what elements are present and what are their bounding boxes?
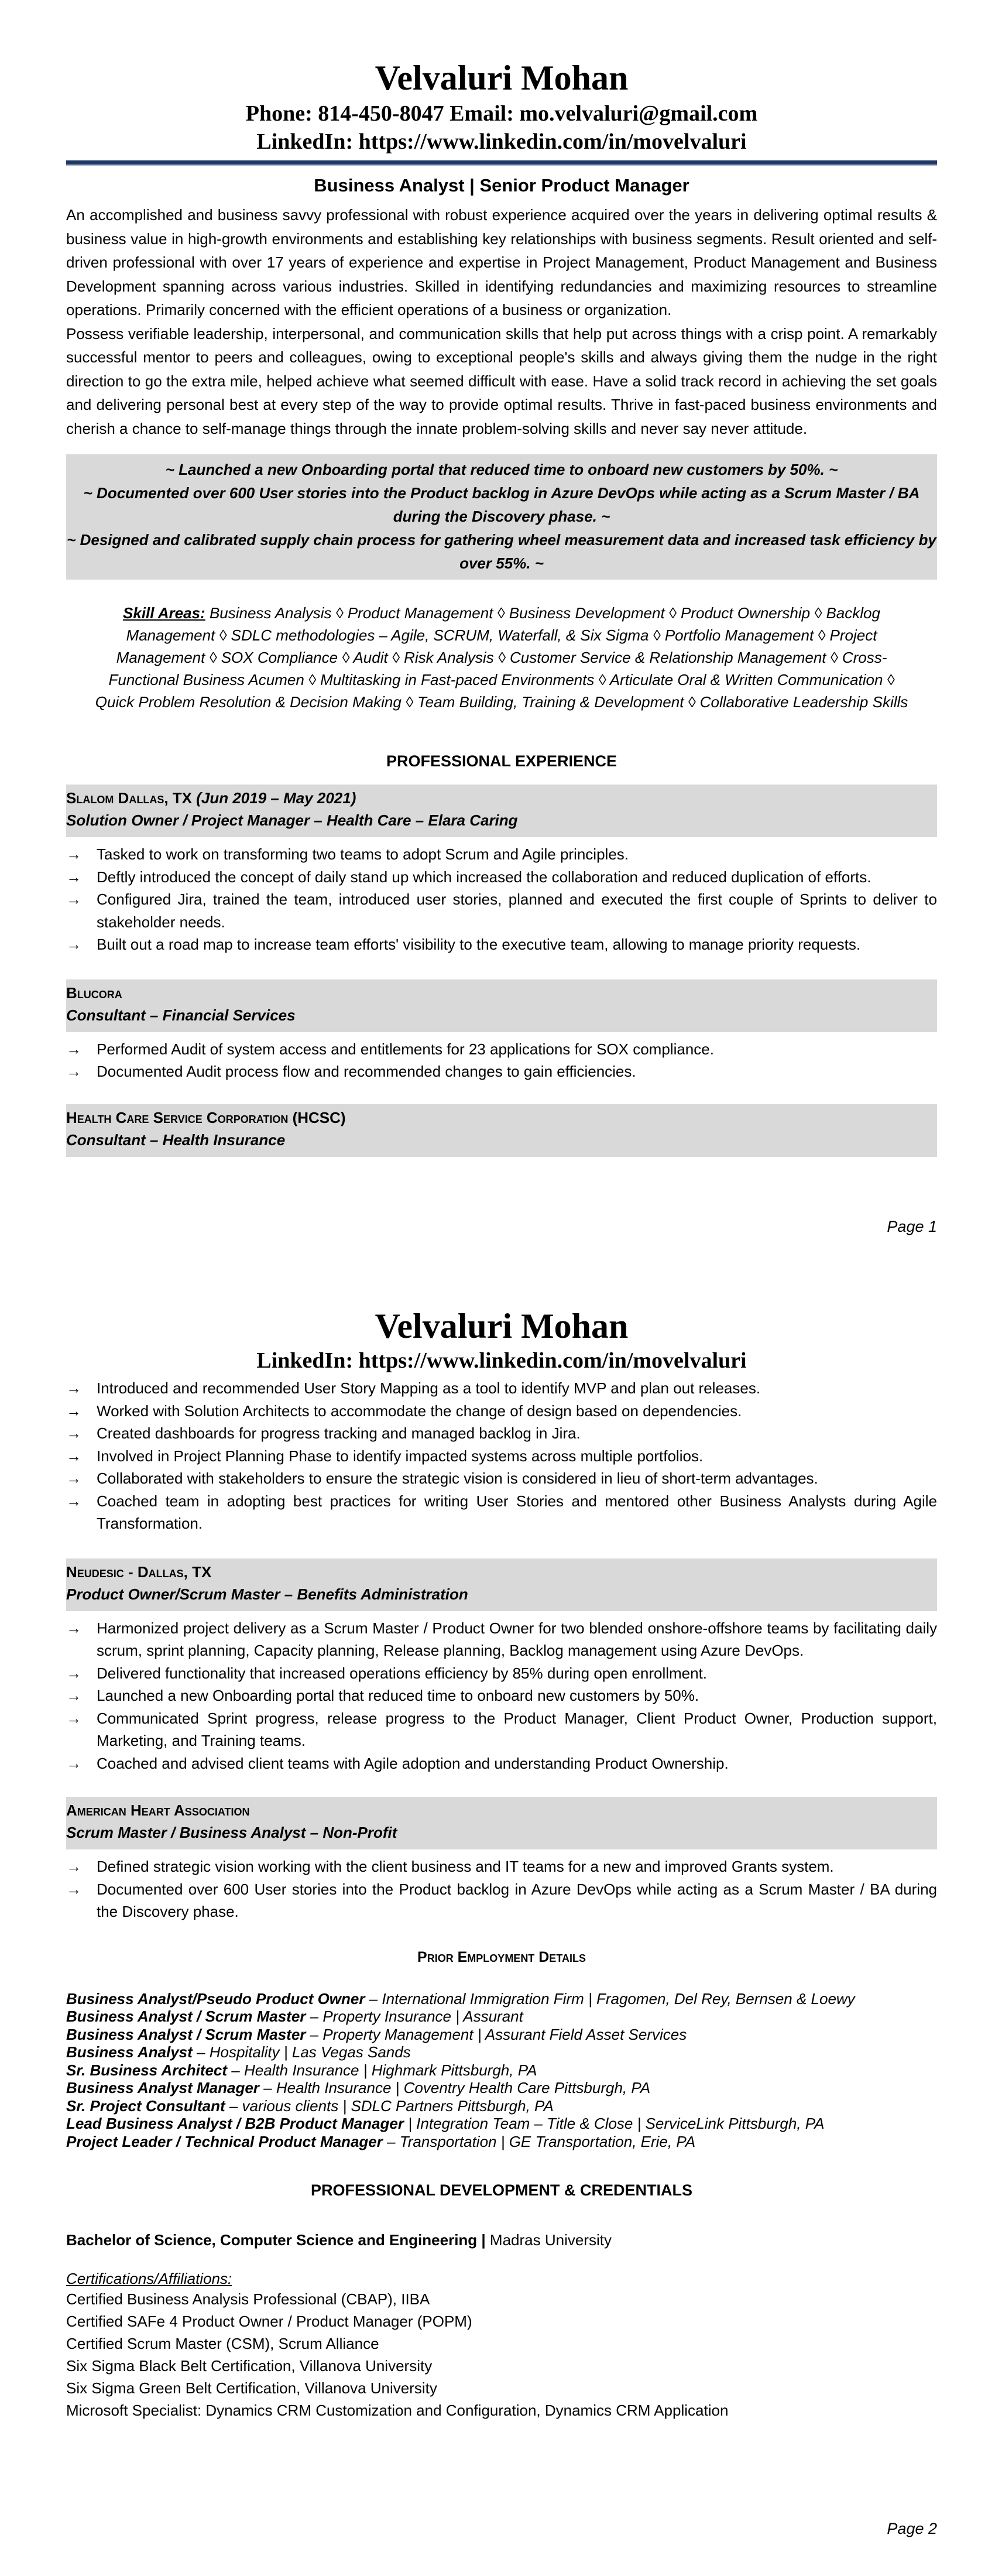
skill-item: Risk Analysis [404, 649, 494, 666]
skill-areas [90, 602, 914, 713]
skill-separator: ◊ [818, 626, 826, 644]
bullet-item [66, 1400, 937, 1423]
skill-separator: ◊ [308, 671, 316, 688]
bullet-text: Introduced and recommended User Story Mapping as a tool to identify MVP and plan out releases. [97, 1379, 761, 1397]
job-bullets [66, 1377, 937, 1535]
bullet-item [66, 1060, 937, 1083]
job-role: Solution Owner / Project Manager – Health Care – Elara Caring [66, 811, 518, 829]
bullet-item [66, 933, 937, 956]
skill-separator: ◊ [653, 626, 661, 644]
bullet-item [66, 888, 937, 933]
linkedin-line: LinkedIn: https://www.linkedin.com/in/movelvaluri [256, 129, 747, 154]
job-role: Consultant – Health Insurance [66, 1131, 286, 1149]
prior-role: Business Analyst / Scrum Master [66, 2025, 306, 2043]
job-bullets [66, 1855, 937, 1923]
arrow-bullet-icon: → [66, 1754, 81, 1772]
bullet-item [66, 1878, 937, 1923]
prior-detail: Hospitality | Las Vegas Sands [209, 2043, 411, 2061]
bullet-text: Built out a road map to increase team efforts' visibility to the executive team, allowing to manage priority requests. [97, 936, 861, 953]
prior-separator: – [306, 2025, 323, 2043]
bullet-text: Deftly introduced the concept of daily stand up which increased the collaboration and reduced duplication of efforts. [97, 868, 872, 886]
bullet-text: Created dashboards for progress tracking and managed backlog in Jira. [97, 1424, 581, 1442]
bullet-item [66, 1490, 937, 1535]
certification-item: Certified SAFe 4 Product Owner / Product Manager (POPM) [66, 2313, 472, 2330]
prior-employment-item [66, 2079, 937, 2097]
skill-item: Product Ownership [681, 604, 811, 622]
prior-employment-heading: Prior Employment Details [417, 1948, 586, 1965]
prior-separator: – [227, 2061, 244, 2079]
skill-separator: ◊ [668, 604, 677, 622]
job-company: Slalom Dallas, TX [66, 789, 192, 807]
prior-employment-item [66, 2026, 937, 2044]
job-header [66, 1558, 937, 1611]
job-bullets [66, 843, 937, 956]
skill-separator: ◊ [830, 649, 838, 666]
skill-item: Collaborative Leadership Skills [699, 693, 908, 711]
job-header [66, 785, 937, 837]
arrow-bullet-icon: → [66, 868, 81, 886]
skill-separator: ◊ [406, 693, 413, 711]
school: Madras University [485, 2231, 612, 2249]
contact-line: Phone: 814-450-8047 Email: mo.velvaluri@gmail.com [245, 101, 758, 126]
skill-item: Business Analysis [209, 604, 332, 622]
prior-separator: – [306, 2008, 323, 2025]
arrow-bullet-icon: → [66, 1469, 81, 1487]
prior-separator: – [365, 1989, 382, 2008]
job-bullets [66, 1617, 937, 1775]
bullet-text: Documented over 600 User stories into the Product backlog in Azure DevOps while acting as a Scrum Master / BA during the Discovery phase. [97, 1880, 937, 1920]
skill-item: Backlog Management [126, 604, 880, 644]
job-header [66, 1797, 937, 1849]
arrow-bullet-icon: → [66, 936, 81, 953]
bullet-item [66, 1467, 937, 1490]
prior-separator: – [259, 2079, 276, 2097]
bullet-item [66, 1445, 937, 1468]
arrow-bullet-icon: → [66, 1880, 81, 1898]
prior-detail: Property Management | Assurant Field Asset Services [322, 2025, 687, 2043]
skill-item: Multitasking in Fast-paced Environments [320, 671, 595, 688]
bullet-item [66, 1707, 937, 1752]
certification-item: Microsoft Specialist: Dynamics CRM Customization and Configuration, Dynamics CRM Application [66, 2402, 729, 2419]
summary-paragraph: An accomplished and business savvy professional with robust experience acquired over the years in delivering optimal results & business value in high-growth environments and establishing key relationships with business segments. Result oriented and self-driven professional with over 17 years of experience and expertise in Project Management, Product Management and Business Development spanning across various industries. Skilled in identifying redundancies and maximizing resources to streamline operations. Primarily concerned with the efficient operations of a business or organization. [66, 206, 937, 318]
job-header [66, 1104, 937, 1157]
prior-detail: International Immigration Firm | Fragomen, Del Rey, Bernsen & Loewy [382, 1989, 855, 2008]
professional-title: Business Analyst | Senior Product Manager [314, 175, 689, 196]
prior-detail: Transportation | GE Transportation, Erie, PA [399, 2132, 696, 2150]
arrow-bullet-icon: → [66, 1709, 81, 1727]
certification-item: Six Sigma Black Belt Certification, Villanova University [66, 2357, 433, 2375]
prior-detail: Health Insurance | Highmark Pittsburgh, PA [243, 2061, 537, 2079]
bullet-item [66, 1377, 937, 1400]
education-line [66, 2229, 937, 2251]
skill-item: Audit [353, 649, 388, 666]
bullet-item [66, 1422, 937, 1445]
skill-separator: ◊ [497, 604, 505, 622]
prior-detail: Property Insurance | Assurant [322, 2008, 523, 2025]
skill-separator: ◊ [335, 604, 344, 622]
prior-employment-list [66, 1990, 937, 2151]
summary-paragraph: Possess verifiable leadership, interpersonal, and communication skills that help put across things with a crisp point. A remarkably successful mentor to peers and colleagues, owing to exceptional people's skills and always giving them the nudge in the right direction to go the extra mile, helped achieve what seemed difficult with ease. Have a solid track record in achieving the set goals and delivering personal best at every step of the way to provide optimal results. Thrive in fast-paced business environments and cherish a chance to self-manage things through the innate problem-solving skills and never say never attitude. [66, 324, 937, 437]
skill-item: Articulate Oral & Written Communication [609, 671, 883, 688]
job-company-line [66, 1799, 937, 1821]
prior-employment-item [66, 2115, 937, 2133]
job-company: American Heart Association [66, 1801, 250, 1819]
arrow-bullet-icon: → [66, 1492, 81, 1510]
job-role: Consultant – Financial Services [66, 1006, 296, 1024]
prior-detail: Health Insurance | Coventry Health Care Pittsburgh, PA [276, 2079, 651, 2097]
bullet-text: Harmonized project delivery as a Scrum Master / Product Owner for two blended onshore-offshore teams by facilitating daily scrum, sprint planning, Capacity planning, Release planning, Backlog management using Azure DevOps. [97, 1619, 937, 1659]
candidate-name: Velvaluri Mohan [375, 59, 629, 97]
bullet-text: Documented Audit process flow and recommended changes to gain efficiencies. [97, 1063, 636, 1080]
bullet-text: Performed Audit of system access and entitlements for 23 applications for SOX compliance. [97, 1040, 714, 1058]
prior-employment-item [66, 2061, 937, 2080]
bullet-text: Coached and advised client teams with Agile adoption and understanding Product Ownership. [97, 1754, 729, 1772]
skill-separator: ◊ [814, 604, 822, 622]
skill-separator: ◊ [219, 626, 227, 644]
skill-item: SOX Compliance [221, 649, 338, 666]
job-company: Health Care Service Corporation (HCSC) [66, 1108, 346, 1126]
skill-separator: ◊ [688, 693, 696, 711]
job-role: Scrum Master / Business Analyst – Non-Profit [66, 1824, 397, 1841]
prior-separator: – [192, 2043, 210, 2061]
bullet-item [66, 1662, 937, 1685]
job-company-line [66, 1107, 937, 1129]
bullet-item [66, 1752, 937, 1775]
arrow-bullet-icon: → [66, 1379, 81, 1397]
prior-detail: Integration Team – Title & Close | ServiceLink Pittsburgh, PA [416, 2115, 825, 2132]
prior-employment-item [66, 1990, 937, 2008]
prior-separator: – [382, 2132, 400, 2150]
arrow-bullet-icon: → [66, 1858, 81, 1875]
header-rule [66, 160, 937, 166]
skill-separator: ◊ [498, 649, 506, 666]
job-bullets [66, 1038, 937, 1083]
resume-page-2 [0, 1288, 995, 2576]
bullet-text: Delivered functionality that increased operations efficiency by 85% during open enrollment. [97, 1664, 708, 1682]
job-company: Neudesic - Dallas, TX [66, 1563, 212, 1581]
prior-role: Business Analyst / Scrum Master [66, 2008, 306, 2025]
experience-heading: PROFESSIONAL EXPERIENCE [386, 752, 617, 770]
certification-item: Certified Scrum Master (CSM), Scrum Alliance [66, 2335, 379, 2352]
arrow-bullet-icon: → [66, 1402, 81, 1420]
candidate-name: Velvaluri Mohan [375, 1307, 629, 1345]
job-dates: (Jun 2019 – May 2021) [196, 789, 356, 807]
prior-role: Sr. Project Consultant [66, 2097, 225, 2115]
prior-separator: – [225, 2097, 242, 2115]
prior-detail: various clients | SDLC Partners Pittsburgh, PA [242, 2097, 554, 2115]
degree: Bachelor of Science, Computer Science and Engineering | [66, 2231, 486, 2249]
prior-role: Business Analyst/Pseudo Product Owner [66, 1989, 365, 2008]
arrow-bullet-icon: → [66, 1063, 81, 1080]
job-company-line [66, 1561, 937, 1583]
prior-role: Business Analyst [66, 2043, 193, 2061]
job-header [66, 979, 937, 1032]
page-number: Page 1 [887, 1218, 937, 1235]
skill-separator: ◊ [887, 671, 895, 688]
linkedin-line: LinkedIn: https://www.linkedin.com/in/movelvaluri [256, 1348, 747, 1373]
skill-areas-label: Skill Areas: [123, 604, 205, 622]
arrow-bullet-icon: → [66, 1424, 81, 1442]
skill-item: SDLC methodologies – Agile, SCRUM, Waterfall, & Six Sigma [231, 626, 649, 644]
arrow-bullet-icon: → [66, 1664, 81, 1682]
skill-item: Team Building, Training & Development [417, 693, 684, 711]
bullet-text: Defined strategic vision working with the client business and IT teams for a new and improved Grants system. [97, 1858, 834, 1875]
bullet-text: Launched a new Onboarding portal that reduced time to onboard new customers by 50%. [97, 1687, 699, 1704]
arrow-bullet-icon: → [66, 1040, 81, 1058]
skill-item: Business Development [509, 604, 665, 622]
prior-employment-item [66, 2008, 937, 2026]
skill-separator: ◊ [342, 649, 350, 666]
bullet-text: Tasked to work on transforming two teams to adopt Scrum and Agile principles. [97, 845, 629, 863]
bullet-text: Communicated Sprint progress, release progress to the Product Manager, Client Product Owner, Production support, Marketing, and Training teams. [97, 1709, 937, 1749]
bullet-text: Collaborated with stakeholders to ensure the strategic vision is considered in lieu of short-term advantages. [97, 1469, 818, 1487]
certification-item: Certified Business Analysis Professional (CBAP), IIBA [66, 2290, 430, 2308]
prior-role: Sr. Business Architect [66, 2061, 228, 2079]
highlights-box [66, 454, 937, 580]
highlight-item: ~ Designed and calibrated supply chain process for gathering wheel measurement data and increased task efficiency by over 55%. ~ [67, 531, 936, 572]
highlight-item: ~ Documented over 600 User stories into the Product backlog in Azure DevOps while acting as a Scrum Master / BA during the Discovery phase. ~ [83, 484, 920, 525]
arrow-bullet-icon: → [66, 890, 81, 908]
bullet-item [66, 866, 937, 889]
prior-role: Lead Business Analyst / B2B Product Manager [66, 2115, 404, 2132]
bullet-item [66, 1617, 937, 1662]
arrow-bullet-icon: → [66, 1619, 81, 1637]
page-number: Page 2 [887, 2520, 937, 2537]
bullet-item [66, 843, 937, 866]
bullet-text: Involved in Project Planning Phase to identify impacted systems across multiple portfolios. [97, 1447, 704, 1465]
job-role: Product Owner/Scrum Master – Benefits Administration [66, 1585, 468, 1603]
bullet-text: Configured Jira, trained the team, introduced user stories, planned and executed the first couple of Sprints to deliver to stakeholder needs. [97, 890, 937, 931]
certification-item: Six Sigma Green Belt Certification, Villanova University [66, 2379, 437, 2397]
arrow-bullet-icon: → [66, 1447, 81, 1465]
bullet-item [66, 1855, 937, 1878]
bullet-text: Coached team in adopting best practices for writing User Stories and mentored other Business Analysts during Agile Transformation. [97, 1492, 937, 1532]
skill-item: Quick Problem Resolution & Decision Making [95, 693, 402, 711]
certifications-list [66, 2288, 937, 2421]
prior-separator: | [403, 2115, 417, 2132]
skill-separator: ◊ [598, 671, 606, 688]
prior-employment-item [66, 2133, 937, 2151]
skill-item: Project Management [116, 626, 877, 666]
bullet-item [66, 1684, 937, 1707]
job-company-line [66, 787, 937, 809]
highlight-item: ~ Launched a new Onboarding portal that reduced time to onboard new customers by 50%. ~ [165, 461, 838, 478]
prior-employment-item [66, 2043, 937, 2061]
skill-item: Customer Service & Relationship Management [510, 649, 826, 666]
job-company: Blucora [66, 984, 122, 1002]
skill-item: Product Management [347, 604, 493, 622]
prior-role: Project Leader / Technical Product Manager [66, 2132, 383, 2150]
job-company-line [66, 982, 937, 1004]
bullet-text: Worked with Solution Architects to accommodate the change of design based on dependencies. [97, 1402, 742, 1420]
skill-separator: ◊ [392, 649, 400, 666]
bullet-item [66, 1038, 937, 1061]
skill-item: Cross-Functional Business Acumen [108, 649, 887, 688]
credentials-heading: PROFESSIONAL DEVELOPMENT & CREDENTIALS [310, 2181, 693, 2199]
skill-item: Portfolio Management [664, 626, 814, 644]
prior-employment-item [66, 2097, 937, 2115]
prior-role: Business Analyst Manager [66, 2079, 259, 2097]
skill-separator: ◊ [209, 649, 217, 666]
arrow-bullet-icon: → [66, 1687, 81, 1704]
arrow-bullet-icon: → [66, 845, 81, 863]
certifications-heading: Certifications/Affiliations: [66, 2270, 232, 2287]
